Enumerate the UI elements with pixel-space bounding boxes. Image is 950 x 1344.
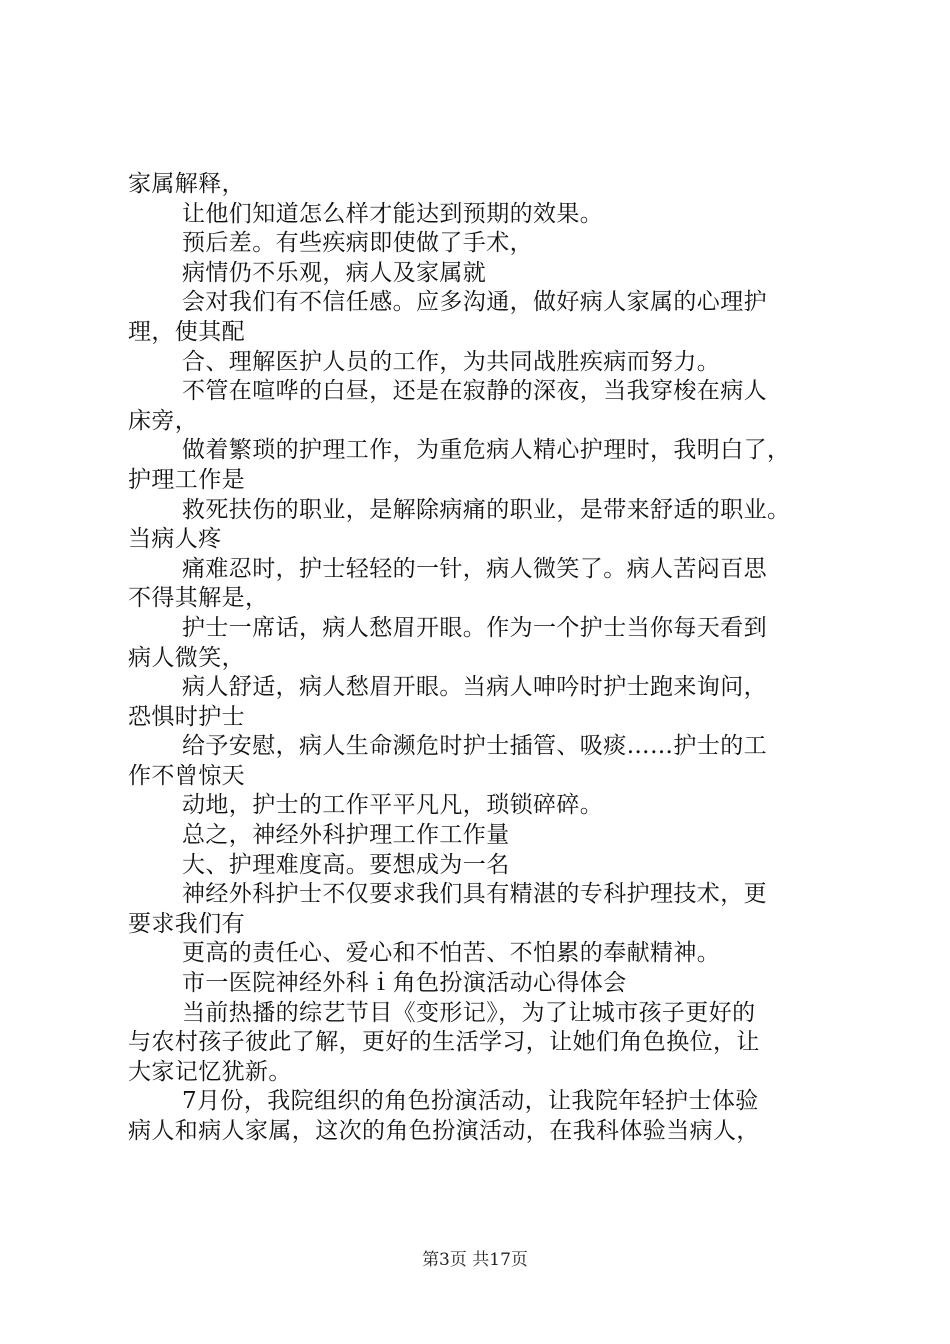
text-line: 7月份，我院组织的角色扮演活动，让我院年轻护士体验 xyxy=(182,1088,759,1115)
text-line: 护士一席话，病人愁眉开眼。作为一个护士当你每天看到 xyxy=(182,614,767,641)
text-line: 不得其解是， xyxy=(128,585,269,612)
text-line: 当前热播的综艺节目《变形记》，为了让城市孩子更好的 xyxy=(182,999,756,1026)
text-line: 病情仍不乐观，病人及家属就 xyxy=(182,259,487,286)
text-line: 病人和病人家属，这次的角色扮演活动，在我科体验当病人， xyxy=(128,1118,760,1144)
text-line: 更高的责任心、爱心和不怕苦、不怕累的奉献精神。 xyxy=(182,940,721,967)
page-number-footer: 第3页 共17页 xyxy=(422,1250,528,1270)
text-line: 救死扶伤的职业，是解除病痛的职业，是带来舒适的职业。 xyxy=(182,496,791,523)
body-text xyxy=(128,170,838,1147)
text-line: 作不曾惊天 xyxy=(128,762,245,789)
text-line: 会对我们有不信任感。应多沟通，做好病人家属的心理护 xyxy=(182,289,767,316)
text-line: 大家记忆犹新。 xyxy=(128,1058,292,1085)
text-line: 与农村孩子彼此了解，更好的生活学习，让她们角色换位，让 xyxy=(128,1029,760,1056)
text-line: 动地，护士的工作平平凡凡，琐锁碎碎。 xyxy=(182,792,604,819)
text-line: 床旁， xyxy=(128,407,199,434)
text-line: 不管在喧哗的白昼，还是在寂静的深夜，当我穿梭在病人 xyxy=(182,378,767,405)
text-line: 家属解释， xyxy=(128,171,245,197)
text-line: 合、理解医护人员的工作，为共同战胜疾病而努力。 xyxy=(182,348,721,375)
section-title: 市一医院神经外科ｉ角色扮演活动心得体会 xyxy=(182,970,627,997)
text-line: 理，使其配 xyxy=(128,318,245,345)
text-line: 让他们知道怎么样才能达到预期的效果。 xyxy=(182,200,604,227)
text-line: 神经外科护士不仅要求我们具有精湛的专科护理技术，更 xyxy=(182,881,767,908)
text-line: 大、护理难度高。要想成为一名 xyxy=(182,851,510,878)
text-line: 做着繁琐的护理工作，为重危病人精心护理时，我明白了， xyxy=(182,437,791,464)
text-line: 病人舒适，病人愁眉开眼。当病人呻吟时护士跑来询问， xyxy=(182,674,767,701)
text-line: 病人微笑， xyxy=(128,644,245,671)
text-line: 要求我们有 xyxy=(128,910,245,937)
text-line: 痛难忍时，护士轻轻的一针，病人微笑了。病人苦闷百思 xyxy=(182,555,767,582)
text-line: 恐惧时护士 xyxy=(128,703,245,730)
text-line: 预后差。有些疾病即使做了手术， xyxy=(182,230,533,257)
text-line: 当病人疼 xyxy=(128,526,222,553)
text-line: 总之，神经外科护理工作工作量 xyxy=(182,822,510,849)
text-line: 护理工作是 xyxy=(128,466,245,493)
text-line: 给予安慰，病人生命濒危时护士插管、吸痰……护士的工 xyxy=(182,733,767,760)
